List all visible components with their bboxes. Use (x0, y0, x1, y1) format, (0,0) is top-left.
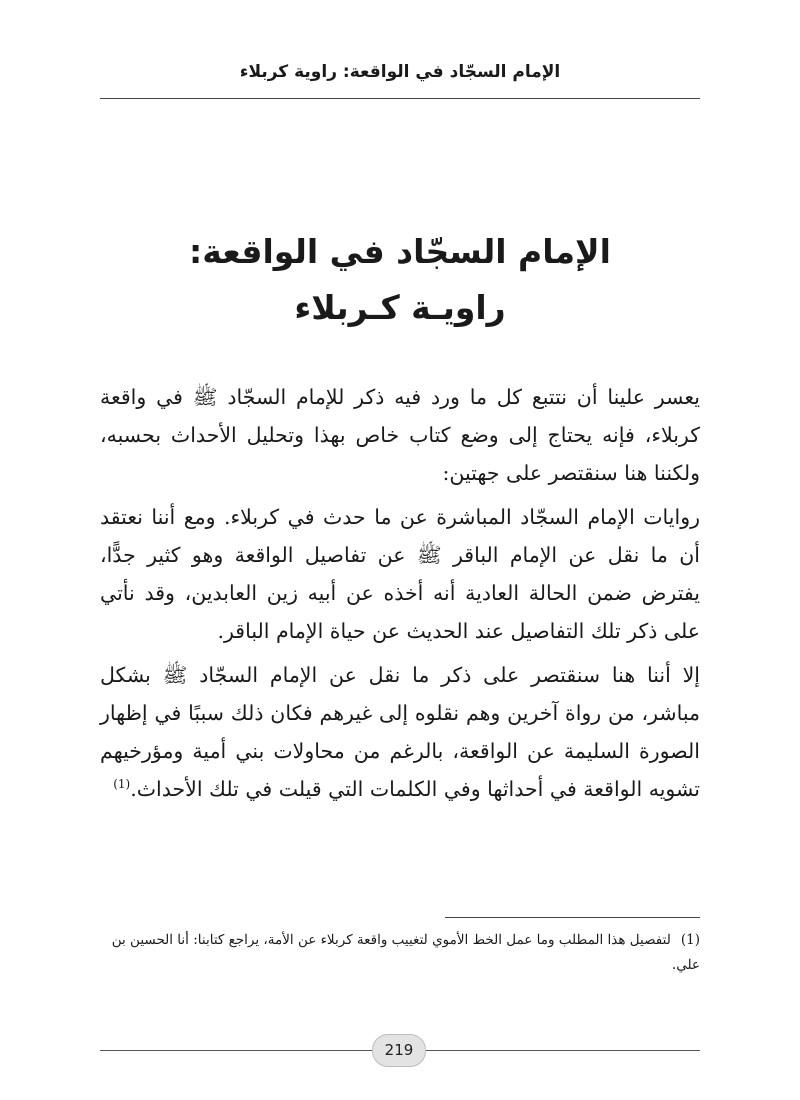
chapter-title (100, 224, 700, 336)
body-text (100, 378, 700, 814)
chapter-title-line-2: راويـة كـربلاء (294, 288, 506, 327)
footnote-reference[interactable]: (1) (113, 777, 131, 792)
header-divider (100, 98, 700, 99)
running-head: الإمام السجّاد في الواقعة: راوية كربلاء (239, 62, 561, 82)
footnote-divider (445, 917, 700, 918)
paragraph-3-text: إلا أننا هنا سنقتصر على ذكر ما نقل عن الإمام السجّاد ﷺ بشكل مباشر، من رواة آخرين وهم نقلوه إلى غيرهم فكان ذلك سببًا في إظهار الصورة السليمة عن الواقعة، بالرغم من محاولات بني أمية ومؤرخيهم تشويه الواقعة في أحداثها وفي الكلمات التي قيلت في تلك الأحداث. (100, 663, 700, 801)
paragraph-1: يعسر علينا أن نتتبع كل ما ورد فيه ذكر للإمام السجّاد ﷺ في واقعة كربلاء، فإنه يحتاج إلى وضع كتاب خاص بهذا وتحليل الأحداث بحسبه، ولكننا هنا سنقتصر على جهتين: (100, 385, 700, 485)
footnote-number: (1) (680, 932, 700, 948)
footnote (100, 928, 700, 978)
footnote-text: لتفصيل هذا المطلب وما عمل الخط الأموي لتغييب واقعة كربلاء عن الأمة، يراجع كتابنا: أنا الحسين بن علي. (111, 932, 700, 973)
paragraph-2: روايات الإمام السجّاد المباشرة عن ما حدث في كربلاء. ومع أننا نعتقد أن ما نقل عن الإمام الباقر ﷺ عن تفاصيل الواقعة وهو كثير جدًّا، يفترض ضمن الحالة العادية أنه أخذه عن أبيه زين العابدين، وقد نأتي على ذكر تلك التفاصيل عند الحديث عن حياة الإمام الباقر. (100, 505, 700, 643)
paragraph-3 (100, 656, 700, 808)
page-number-badge: 219 (372, 1034, 426, 1067)
chapter-title-line-1: الإمام السجّاد في الواقعة: (189, 232, 611, 271)
